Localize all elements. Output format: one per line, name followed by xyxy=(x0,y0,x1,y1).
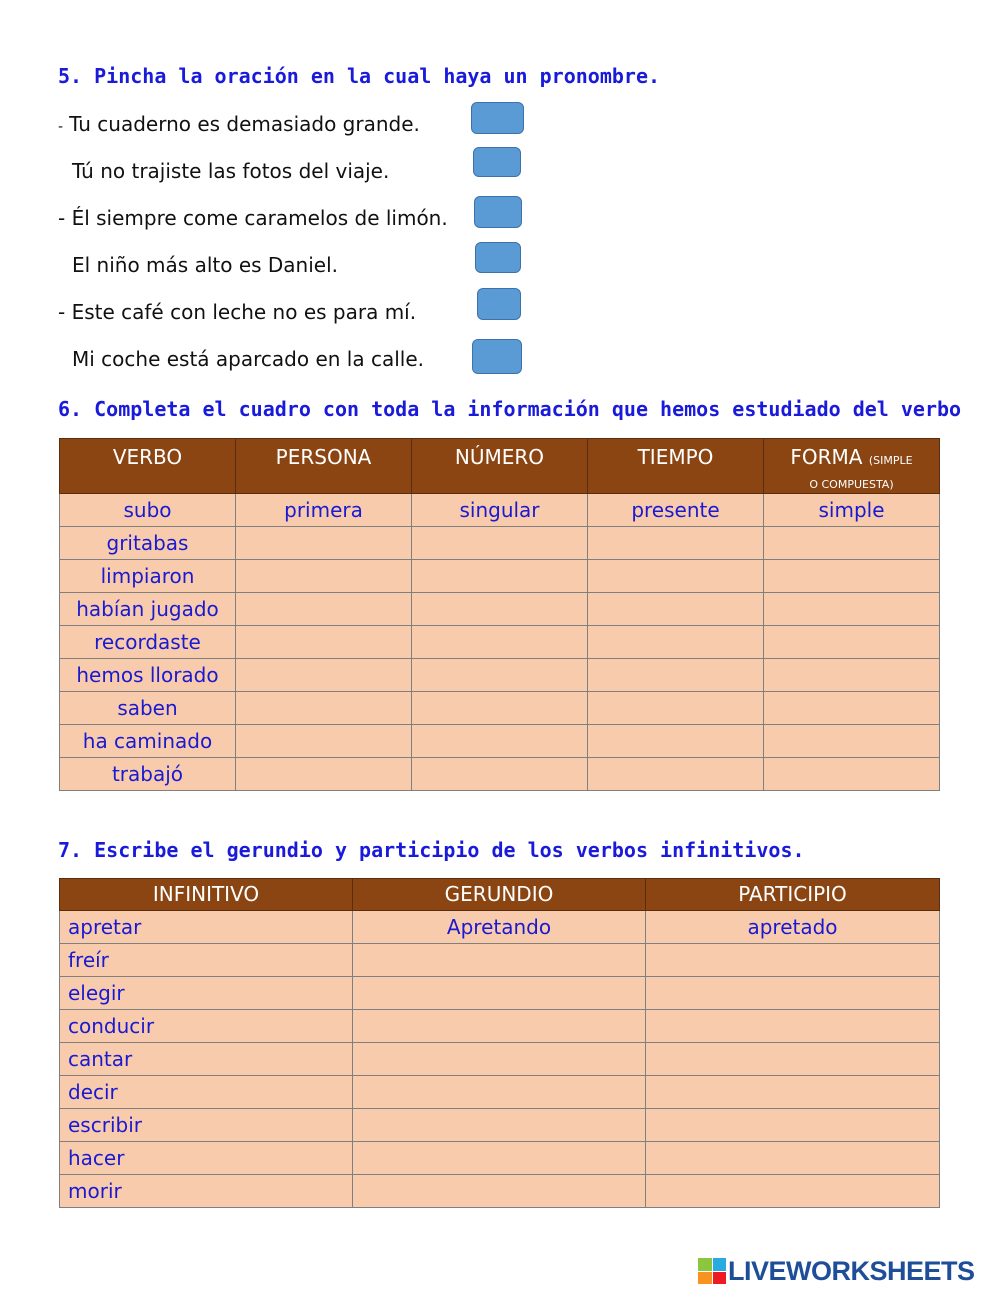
cell-gerundio[interactable] xyxy=(353,977,646,1010)
cell-numero[interactable] xyxy=(412,593,588,626)
cell-numero[interactable] xyxy=(412,692,588,725)
cell-verbo: subo xyxy=(60,494,236,527)
cell-tiempo[interactable] xyxy=(588,560,764,593)
sentence-2-text: Tú no trajiste las fotos del viaje. xyxy=(72,159,390,183)
sentence-1-text: Tu cuaderno es demasiado grande. xyxy=(69,112,420,136)
cell-verbo: saben xyxy=(60,692,236,725)
cell-verbo: gritabas xyxy=(60,527,236,560)
sentence-6-text: Mi coche está aparcado en la calle. xyxy=(72,347,424,371)
sentence-4 xyxy=(72,253,338,277)
cell-forma[interactable] xyxy=(764,593,940,626)
cell-gerundio[interactable]: Apretando xyxy=(353,911,646,944)
sentence-1 xyxy=(58,112,420,136)
table-row xyxy=(60,1010,940,1043)
table-row xyxy=(60,560,940,593)
cell-gerundio[interactable] xyxy=(353,1175,646,1208)
sentence-5-text: - Este café con leche no es para mí. xyxy=(58,300,417,324)
table-row xyxy=(60,626,940,659)
cell-infinitivo: morir xyxy=(60,1175,353,1208)
cell-numero[interactable] xyxy=(412,659,588,692)
cell-tiempo[interactable] xyxy=(588,593,764,626)
cell-verbo: limpiaron xyxy=(60,560,236,593)
answer-box-3[interactable] xyxy=(474,196,522,228)
cell-persona[interactable]: primera xyxy=(236,494,412,527)
cell-forma[interactable] xyxy=(764,725,940,758)
sentence-6 xyxy=(72,347,424,371)
table-row xyxy=(60,725,940,758)
header-infinitivo: INFINITIVO xyxy=(60,879,353,911)
sentence-3-text: - Él siempre come caramelos de limón. xyxy=(58,206,448,230)
table-row xyxy=(60,1142,940,1175)
cell-persona[interactable] xyxy=(236,593,412,626)
cell-persona[interactable] xyxy=(236,725,412,758)
cell-forma[interactable] xyxy=(764,527,940,560)
table-row xyxy=(60,758,940,791)
cell-forma[interactable]: simple xyxy=(764,494,940,527)
cell-forma[interactable] xyxy=(764,560,940,593)
answer-box-6[interactable] xyxy=(472,339,522,374)
cell-forma[interactable] xyxy=(764,626,940,659)
answer-box-4[interactable] xyxy=(475,242,521,273)
table-row xyxy=(60,911,940,944)
cell-numero[interactable] xyxy=(412,560,588,593)
section-7-heading: 7. Escribe el gerundio y participio de los verbos infinitivos. xyxy=(58,838,805,862)
cell-persona[interactable] xyxy=(236,560,412,593)
cell-gerundio[interactable] xyxy=(353,1076,646,1109)
table-row xyxy=(60,944,940,977)
cell-forma[interactable] xyxy=(764,758,940,791)
cell-tiempo[interactable]: presente xyxy=(588,494,764,527)
cell-numero[interactable] xyxy=(412,725,588,758)
cell-participio[interactable] xyxy=(646,1109,940,1142)
verb-table-header-row xyxy=(60,439,940,494)
table-row xyxy=(60,659,940,692)
cell-forma[interactable] xyxy=(764,659,940,692)
cell-infinitivo: conducir xyxy=(60,1010,353,1043)
cell-gerundio[interactable] xyxy=(353,1043,646,1076)
header-participio: PARTICIPIO xyxy=(646,879,940,911)
cell-numero[interactable] xyxy=(412,527,588,560)
cell-participio[interactable] xyxy=(646,977,940,1010)
cell-numero[interactable]: singular xyxy=(412,494,588,527)
liveworksheets-logo-icon xyxy=(698,1258,726,1284)
table-row xyxy=(60,593,940,626)
table-row xyxy=(60,1043,940,1076)
sentence-3 xyxy=(58,206,448,230)
participle-table-header-row xyxy=(60,879,940,911)
cell-participio[interactable] xyxy=(646,1175,940,1208)
cell-participio[interactable] xyxy=(646,1142,940,1175)
answer-box-5[interactable] xyxy=(477,288,521,320)
cell-participio[interactable] xyxy=(646,944,940,977)
cell-persona[interactable] xyxy=(236,659,412,692)
table-row xyxy=(60,692,940,725)
participle-table xyxy=(59,878,940,1208)
logo-text: LIVEWORKSHEETS xyxy=(728,1255,975,1286)
cell-persona[interactable] xyxy=(236,758,412,791)
section-5-heading: 5. Pincha la oración en la cual haya un pronombre. xyxy=(58,64,661,88)
sentence-1-prefix: - xyxy=(58,119,64,135)
cell-persona[interactable] xyxy=(236,692,412,725)
table-row xyxy=(60,977,940,1010)
answer-box-1[interactable] xyxy=(471,102,524,134)
table-row xyxy=(60,527,940,560)
cell-persona[interactable] xyxy=(236,527,412,560)
cell-infinitivo: freír xyxy=(60,944,353,977)
table-row xyxy=(60,1109,940,1142)
header-numero: NÚMERO xyxy=(412,439,588,494)
cell-verbo: hemos llorado xyxy=(60,659,236,692)
header-forma xyxy=(764,439,940,494)
cell-participio[interactable] xyxy=(646,1076,940,1109)
cell-infinitivo: cantar xyxy=(60,1043,353,1076)
cell-infinitivo: decir xyxy=(60,1076,353,1109)
cell-numero[interactable] xyxy=(412,758,588,791)
cell-verbo: recordaste xyxy=(60,626,236,659)
cell-forma[interactable] xyxy=(764,692,940,725)
cell-gerundio[interactable] xyxy=(353,1010,646,1043)
cell-persona[interactable] xyxy=(236,626,412,659)
sentence-2 xyxy=(72,159,389,183)
verb-table xyxy=(59,438,940,791)
table-row xyxy=(60,1175,940,1208)
cell-participio[interactable] xyxy=(646,1043,940,1076)
cell-gerundio[interactable] xyxy=(353,1142,646,1175)
cell-tiempo[interactable] xyxy=(588,725,764,758)
table-row xyxy=(60,1076,940,1109)
answer-box-2[interactable] xyxy=(473,147,521,177)
cell-participio[interactable] xyxy=(646,1010,940,1043)
header-forma-sub-2: O COMPUESTA) xyxy=(809,478,894,491)
header-forma-label: FORMA xyxy=(790,445,863,469)
cell-infinitivo: elegir xyxy=(60,977,353,1010)
cell-tiempo[interactable] xyxy=(588,659,764,692)
cell-participio[interactable]: apretado xyxy=(646,911,940,944)
cell-verbo: habían jugado xyxy=(60,593,236,626)
header-tiempo: TIEMPO xyxy=(588,439,764,494)
cell-gerundio[interactable] xyxy=(353,1109,646,1142)
cell-infinitivo: escribir xyxy=(60,1109,353,1142)
cell-infinitivo: hacer xyxy=(60,1142,353,1175)
section-6-heading: 6. Completa el cuadro con toda la información que hemos estudiado del verbo xyxy=(58,397,962,421)
sentence-4-text: El niño más alto es Daniel. xyxy=(72,253,339,277)
cell-tiempo[interactable] xyxy=(588,527,764,560)
header-forma-sub-1: (SIMPLE xyxy=(868,454,913,467)
cell-infinitivo: apretar xyxy=(60,911,353,944)
header-gerundio: GERUNDIO xyxy=(353,879,646,911)
cell-gerundio[interactable] xyxy=(353,944,646,977)
header-persona: PERSONA xyxy=(236,439,412,494)
liveworksheets-logo[interactable] xyxy=(698,1254,975,1288)
cell-numero[interactable] xyxy=(412,626,588,659)
cell-verbo: trabajó xyxy=(60,758,236,791)
cell-tiempo[interactable] xyxy=(588,692,764,725)
cell-verbo: ha caminado xyxy=(60,725,236,758)
table-row xyxy=(60,494,940,527)
cell-tiempo[interactable] xyxy=(588,758,764,791)
sentence-5 xyxy=(58,300,416,324)
cell-tiempo[interactable] xyxy=(588,626,764,659)
header-verbo: VERBO xyxy=(60,439,236,494)
